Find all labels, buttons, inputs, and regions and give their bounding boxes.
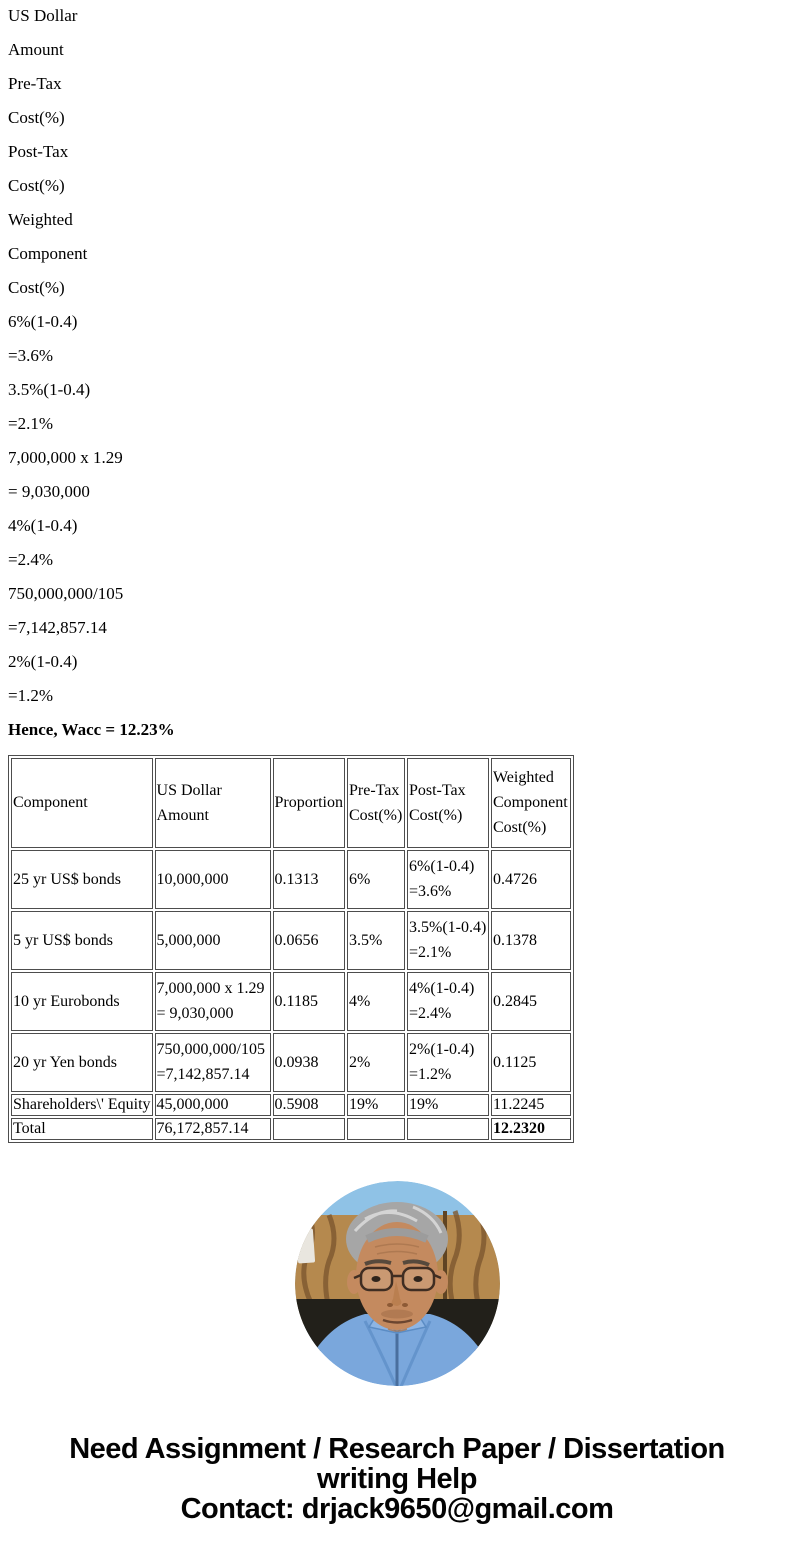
cell-line: =2.1% xyxy=(408,944,452,961)
table-cell xyxy=(273,850,345,909)
table-cell xyxy=(407,972,489,1031)
doc-line: 3.5%(1-0.4) xyxy=(8,380,91,399)
table-cell xyxy=(273,1118,345,1140)
column-header xyxy=(491,758,571,848)
table-cell xyxy=(11,1033,153,1092)
cell-line: 5,000,000 xyxy=(156,931,221,949)
cell-text: 12.2320 xyxy=(492,1120,545,1137)
table-cell xyxy=(155,911,271,970)
cell-line: 6% xyxy=(348,870,371,888)
table-cell xyxy=(491,911,571,970)
cell-line: 0.1313 xyxy=(274,870,319,888)
wacc-table xyxy=(8,755,574,1143)
doc-line: =2.4% xyxy=(8,550,53,569)
cell-text: 11.2245 xyxy=(492,1096,545,1113)
workings-text xyxy=(8,7,786,739)
cell-line: 3.5%(1-0.4) xyxy=(408,919,487,936)
doc-line: =7,142,857.14 xyxy=(8,618,107,637)
cell-line: =2.4% xyxy=(408,1005,452,1022)
table-cell xyxy=(11,911,153,970)
table-cell xyxy=(11,1118,153,1140)
doc-line: 4%(1-0.4) xyxy=(8,516,78,535)
table-row xyxy=(11,972,571,1031)
doc-line: Weighted xyxy=(8,210,73,229)
header-line: Cost(%) xyxy=(492,819,547,836)
table-cell xyxy=(347,1033,405,1092)
cell-text: Shareholders\' Equity xyxy=(13,1096,151,1113)
header-line: Component xyxy=(13,794,88,811)
doc-line: Post-Tax xyxy=(8,142,69,161)
cell-line: 0.1378 xyxy=(492,931,537,949)
doc-line: 2%(1-0.4) xyxy=(8,652,78,671)
doc-line: =1.2% xyxy=(8,686,53,705)
doc-line: Component xyxy=(8,244,88,263)
header-line: Weighted xyxy=(492,769,554,786)
cell-line: 0.1185 xyxy=(274,992,318,1010)
cell-line: 4% xyxy=(348,992,371,1010)
table-cell xyxy=(273,1033,345,1092)
doc-line: Cost(%) xyxy=(8,176,65,195)
table-row xyxy=(11,850,571,909)
table-cell xyxy=(347,1094,405,1116)
cell-line: 750,000,000/105 xyxy=(156,1041,265,1058)
table-cell xyxy=(155,850,271,909)
header-line: Proportion xyxy=(274,794,343,811)
cell-line: 3.5% xyxy=(348,931,383,949)
table-row xyxy=(11,1033,571,1092)
table-cell xyxy=(347,1118,405,1140)
table-cell xyxy=(11,850,153,909)
cell-line: 0.0656 xyxy=(274,931,319,949)
doc-line: Hence, Wacc = 12.23% xyxy=(8,720,175,739)
cell-text: Total xyxy=(13,1120,46,1137)
cell-line: =1.2% xyxy=(408,1066,452,1083)
cell-line: 7,000,000 x 1.29 xyxy=(156,980,265,997)
help-heading-line-2: writing Help xyxy=(317,1463,477,1495)
cell-line: 20 yr Yen bonds xyxy=(13,1053,118,1071)
doc-line: US Dollar xyxy=(8,6,78,25)
doc-line: Amount xyxy=(8,40,64,59)
table-cell xyxy=(273,1094,345,1116)
table-cell xyxy=(273,972,345,1031)
doc-line: =3.6% xyxy=(8,346,53,365)
help-banner xyxy=(8,1434,786,1524)
table-row xyxy=(11,911,571,970)
column-header xyxy=(11,758,153,848)
cell-line: 25 yr US$ bonds xyxy=(13,870,122,888)
table-cell xyxy=(407,911,489,970)
photo-row xyxy=(8,1181,786,1386)
table-row xyxy=(11,1094,571,1116)
column-header xyxy=(347,758,405,848)
column-header xyxy=(155,758,271,848)
table-cell xyxy=(273,911,345,970)
table-cell xyxy=(11,972,153,1031)
cell-line: 0.1125 xyxy=(492,1053,537,1071)
cell-line: 5 yr US$ bonds xyxy=(13,931,114,949)
table-cell xyxy=(407,1118,489,1140)
header-line: Amount xyxy=(156,806,209,824)
table-cell xyxy=(407,1094,489,1116)
doc-line: 7,000,000 x 1.29 xyxy=(8,448,123,467)
header-line: US Dollar xyxy=(156,781,222,799)
contact-email-line: Contact: drjack9650@gmail.com xyxy=(180,1493,614,1525)
table-cell xyxy=(491,1033,571,1092)
table-cell xyxy=(155,1033,271,1092)
table-cell xyxy=(347,972,405,1031)
doc-line: Pre-Tax xyxy=(8,74,62,93)
cell-text: 76,172,857.14 xyxy=(156,1120,249,1137)
doc-line: Cost(%) xyxy=(8,278,65,297)
table-cell xyxy=(347,911,405,970)
header-line: Component xyxy=(492,794,568,811)
table-cell xyxy=(155,972,271,1031)
header-line: Pre-Tax xyxy=(348,781,400,799)
table-cell xyxy=(155,1094,271,1116)
doc-line: =2.1% xyxy=(8,414,53,433)
table-cell xyxy=(407,850,489,909)
cell-line: = 9,030,000 xyxy=(156,1005,234,1022)
cell-line: =3.6% xyxy=(408,883,452,900)
tutor-photo xyxy=(295,1181,500,1386)
table-cell xyxy=(491,1118,571,1140)
cell-line: 0.0938 xyxy=(274,1053,319,1071)
cell-text: 19% xyxy=(348,1096,379,1113)
tutor-portrait-illustration xyxy=(295,1181,500,1386)
cell-line: 4%(1-0.4) xyxy=(408,980,475,997)
table-cell xyxy=(11,1094,153,1116)
cell-line: 0.2845 xyxy=(492,992,537,1010)
doc-line: 6%(1-0.4) xyxy=(8,312,78,331)
table-header-row xyxy=(11,758,571,848)
cell-line: 10 yr Eurobonds xyxy=(13,992,120,1010)
cell-line: 6%(1-0.4) xyxy=(408,858,475,875)
table-row xyxy=(11,1118,571,1140)
column-header xyxy=(273,758,345,848)
cell-text: 0.5908 xyxy=(274,1096,319,1113)
doc-line: 750,000,000/105 xyxy=(8,584,124,603)
table-cell xyxy=(347,850,405,909)
table-cell xyxy=(155,1118,271,1140)
cell-text: 19% xyxy=(408,1096,439,1113)
doc-line: = 9,030,000 xyxy=(8,482,90,501)
table-cell xyxy=(491,972,571,1031)
help-heading-line-1: Need Assignment / Research Paper / Dissertation xyxy=(69,1433,725,1465)
table-cell xyxy=(407,1033,489,1092)
cell-line: 2%(1-0.4) xyxy=(408,1041,475,1058)
cell-line: =7,142,857.14 xyxy=(156,1066,250,1083)
column-header xyxy=(407,758,489,848)
header-line: Cost(%) xyxy=(408,806,463,824)
header-line: Cost(%) xyxy=(348,806,403,824)
cell-line: 2% xyxy=(348,1053,371,1071)
cell-line: 0.4726 xyxy=(492,870,537,888)
doc-line: Cost(%) xyxy=(8,108,65,127)
header-line: Post-Tax xyxy=(408,781,466,799)
table-cell xyxy=(491,850,571,909)
cell-text: 45,000,000 xyxy=(156,1096,229,1113)
table-cell xyxy=(491,1094,571,1116)
cell-line: 10,000,000 xyxy=(156,870,229,888)
